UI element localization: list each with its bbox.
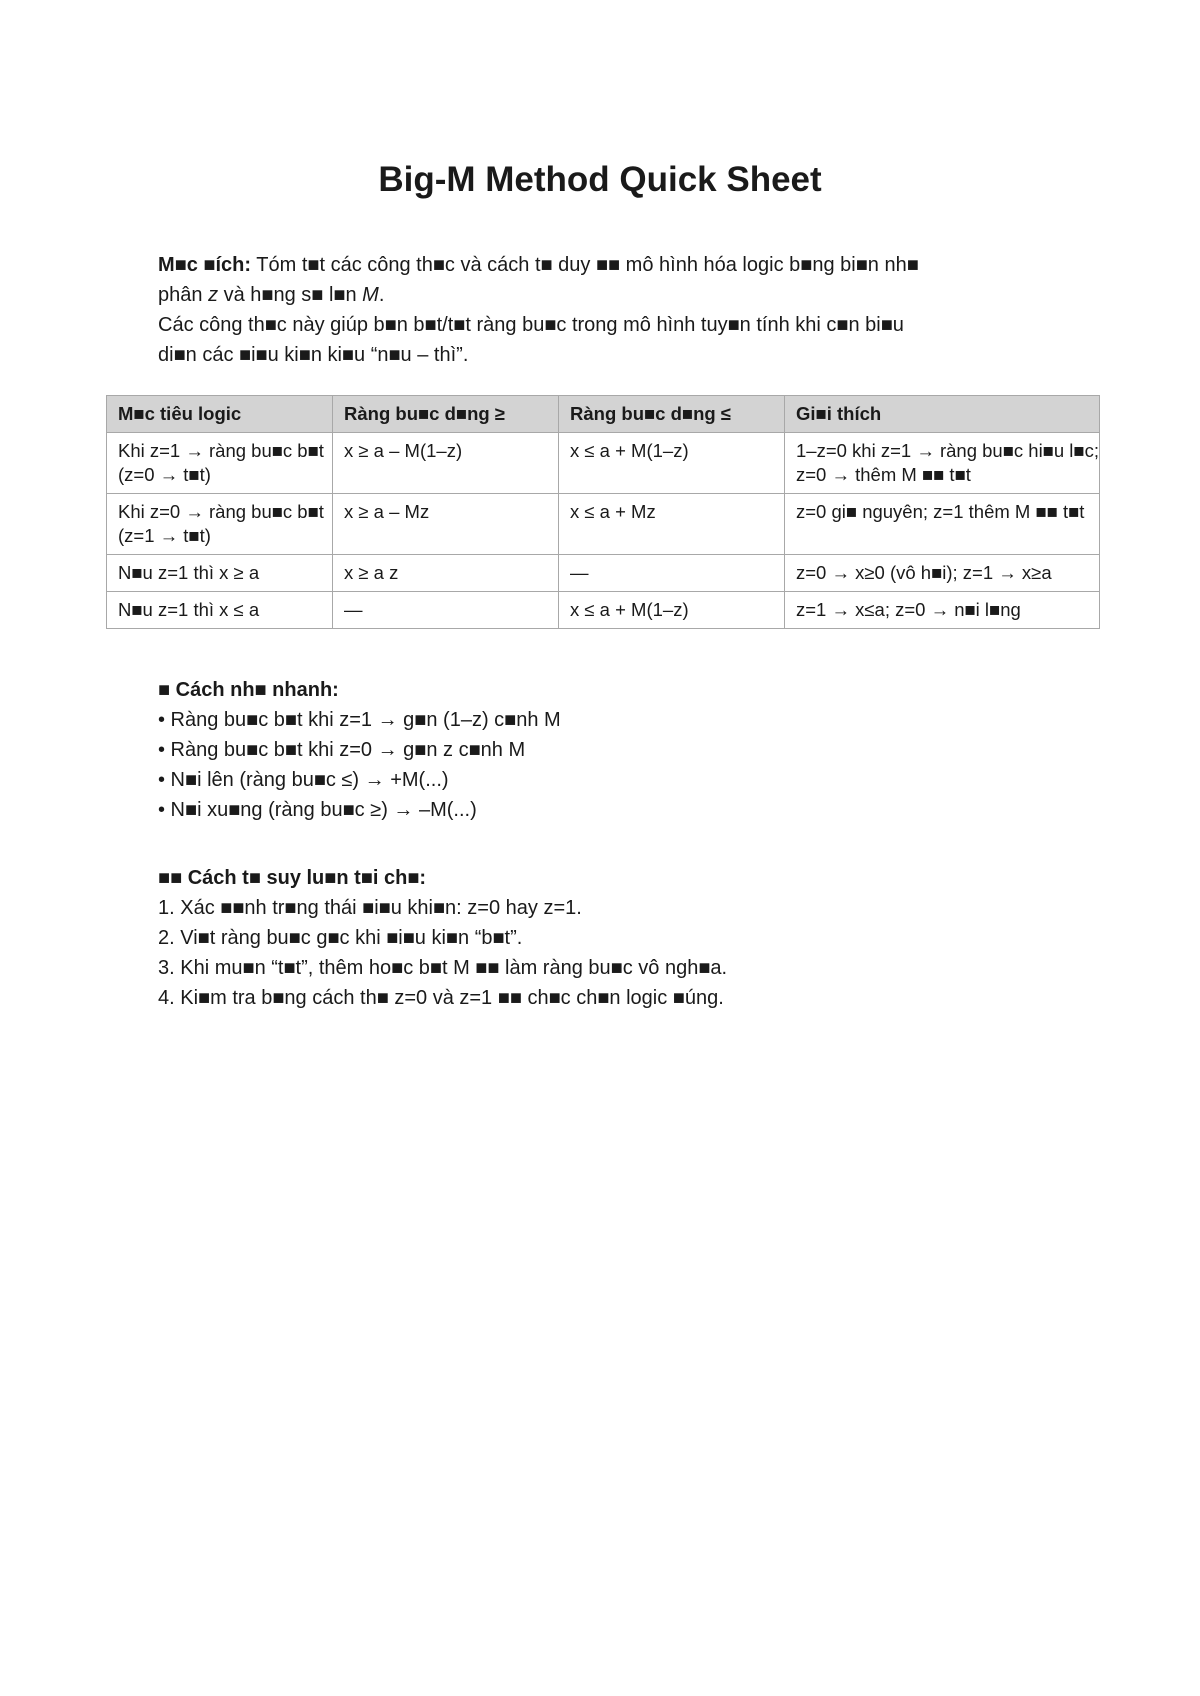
cell-explanation bbox=[785, 433, 1100, 494]
cell-expl-line: z=0 → thêm M ■■ t■t bbox=[796, 464, 971, 485]
cell-goal-line: (z=0 → t■t) bbox=[118, 464, 211, 485]
cell-ge: — bbox=[333, 592, 559, 629]
cell-le: x ≤ a + M(1–z) bbox=[559, 433, 785, 494]
table-header-row bbox=[107, 396, 1100, 433]
cell-le: x ≤ a + M(1–z) bbox=[559, 592, 785, 629]
purpose-line-1 bbox=[158, 250, 1058, 280]
purpose-text-2c: . bbox=[378, 284, 385, 306]
list-item: 3. Khi mu■n “t■t”, thêm ho■c b■t M ■■ làm ràng bu■c vô ngh■a. bbox=[158, 957, 728, 979]
var-z: z bbox=[208, 284, 219, 306]
cell-le: — bbox=[559, 555, 785, 592]
list-item: • Ràng bu■c b■t khi z=0 → g■n z c■nh M bbox=[158, 739, 526, 761]
list-item: 1. Xác ■■nh tr■ng thái ■i■u khi■n: z=0 hay z=1. bbox=[158, 897, 582, 919]
description-line-2: di■n các ■i■u ki■n ki■u “n■u – thì”. bbox=[158, 344, 469, 366]
intro-section bbox=[158, 250, 1058, 370]
table-row bbox=[107, 592, 1100, 629]
purpose-label: M■c ■ích: bbox=[158, 254, 252, 276]
cell-goal: N■u z=1 thì x ≥ a bbox=[107, 555, 333, 592]
tips-heading: ■ Cách nh■ nhanh: bbox=[158, 679, 339, 701]
quick-tips-section bbox=[158, 675, 561, 825]
purpose-text-2a: phân bbox=[158, 284, 209, 306]
cell-goal-line: (z=1 → t■t) bbox=[118, 525, 211, 546]
table-row bbox=[107, 555, 1100, 592]
cell-expl-line: 1–z=0 khi z=1 → ràng bu■c hi■u l■c; bbox=[796, 440, 1099, 461]
cell-explanation bbox=[785, 494, 1100, 555]
list-item: 2. Vi■t ràng bu■c g■c khi ■i■u ki■n “b■t”. bbox=[158, 927, 523, 949]
page-title: Big-M Method Quick Sheet bbox=[378, 160, 822, 199]
table-row bbox=[107, 433, 1100, 494]
purpose-line-2 bbox=[158, 280, 1058, 310]
cell-ge: x ≥ a z bbox=[333, 555, 559, 592]
list-item: 4. Ki■m tra b■ng cách th■ z=0 và z=1 ■■ ch■c ch■n logic ■úng. bbox=[158, 987, 724, 1009]
cell-explanation: z=1 → x≤a; z=0 → n■i l■ng bbox=[785, 592, 1100, 629]
header-ge: Ràng bu■c d■ng ≥ bbox=[333, 396, 559, 433]
cell-expl-line: z=0 gi■ nguyên; z=1 thêm M ■■ t■t bbox=[796, 501, 1085, 522]
header-goal: M■c tiêu logic bbox=[107, 396, 333, 433]
cell-ge: x ≥ a – Mz bbox=[333, 494, 559, 555]
header-le: Ràng bu■c d■ng ≤ bbox=[559, 396, 785, 433]
list-item: • Ràng bu■c b■t khi z=1 → g■n (1–z) c■nh M bbox=[158, 709, 561, 731]
description-line-1: Các công th■c này giúp b■n b■t/t■t ràng bu■c trong mô hình tuy■n tính khi c■n bi■u bbox=[158, 314, 904, 336]
steps-heading: ■■ Cách t■ suy lu■n t■i ch■: bbox=[158, 867, 427, 889]
cell-ge: x ≥ a – M(1–z) bbox=[333, 433, 559, 494]
header-explanation: Gi■i thích bbox=[785, 396, 1100, 433]
list-item: • N■i xu■ng (ràng bu■c ≥) → –M(...) bbox=[158, 799, 477, 821]
formula-table bbox=[106, 395, 1100, 629]
steps-section bbox=[158, 863, 727, 1013]
list-item: • N■i lên (ràng bu■c ≤) → +M(...) bbox=[158, 769, 449, 791]
var-m: M bbox=[362, 284, 379, 306]
cell-goal bbox=[107, 433, 333, 494]
cell-explanation: z=0 → x≥0 (vô h■i); z=1 → x≥a bbox=[785, 555, 1100, 592]
purpose-text-2b: và h■ng s■ l■n bbox=[218, 284, 363, 306]
cell-goal: N■u z=1 thì x ≤ a bbox=[107, 592, 333, 629]
cell-le: x ≤ a + Mz bbox=[559, 494, 785, 555]
purpose-text: Tóm t■t các công th■c và cách t■ duy ■■ mô hình hóa logic b■ng bi■n nh■ bbox=[251, 254, 919, 276]
cell-goal-line: Khi z=0 → ràng bu■c b■t bbox=[118, 501, 324, 522]
cell-goal bbox=[107, 494, 333, 555]
cell-goal-line: Khi z=1 → ràng bu■c b■t bbox=[118, 440, 324, 461]
table-row bbox=[107, 494, 1100, 555]
